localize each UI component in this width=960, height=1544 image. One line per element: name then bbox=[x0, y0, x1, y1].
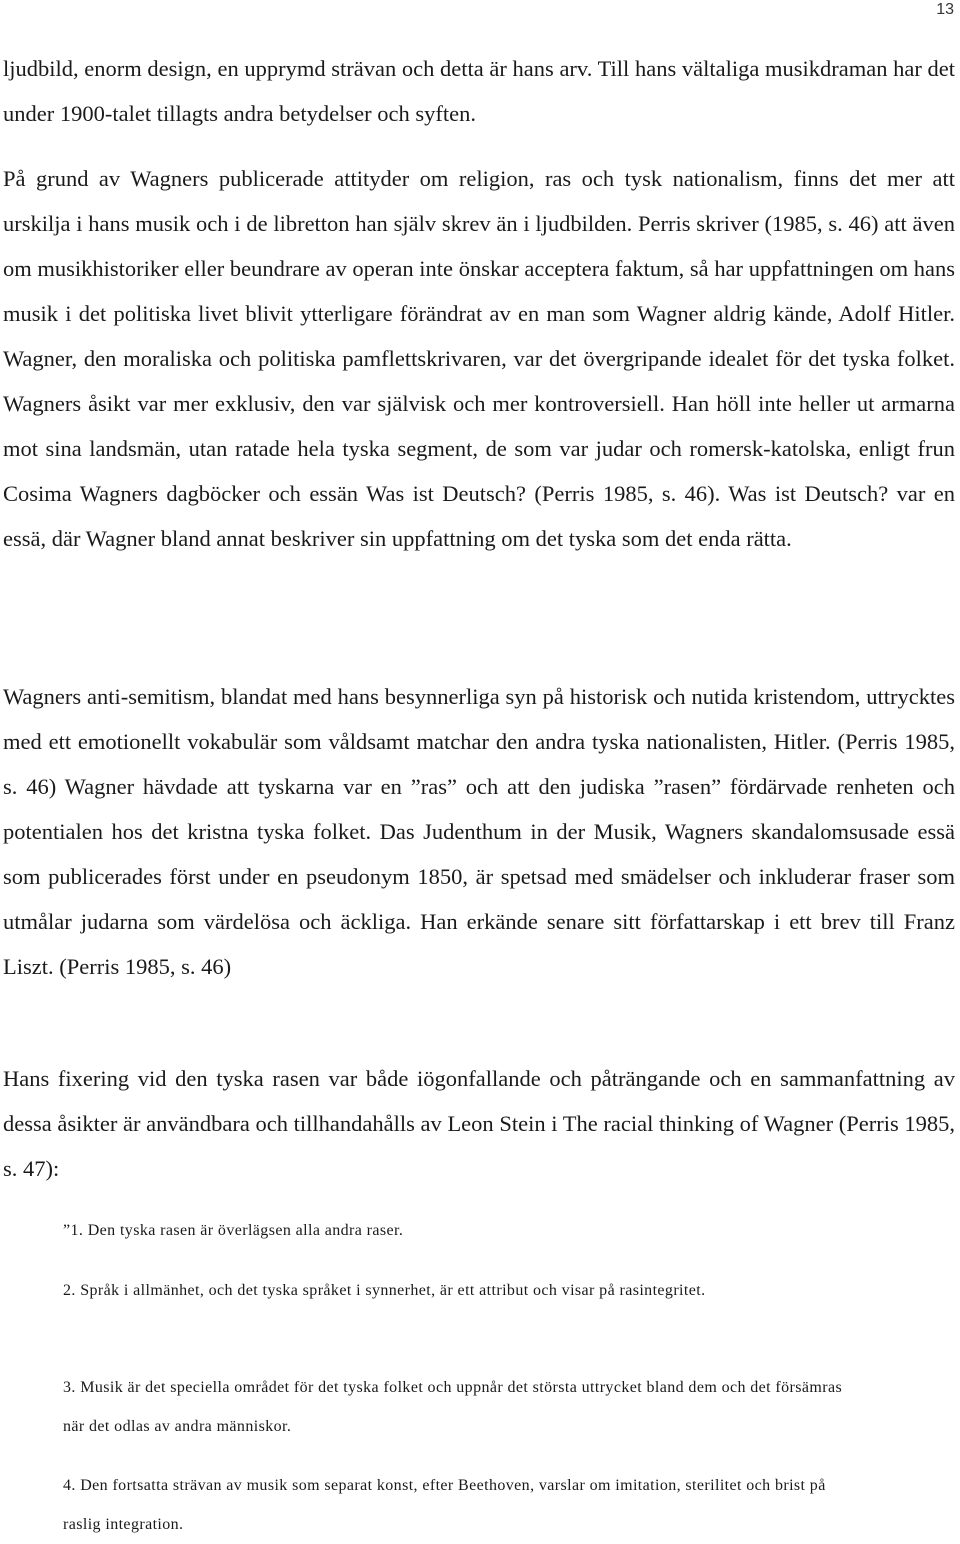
paragraph-4: Hans fixering vid den tyska rasen var både iögonfallande och påträngande och en sammanfattning av dessa åsikter är användbara och tillhandahålls av Leon Stein i The racial thinking of Wagner (Perris 1985, s. 47): bbox=[3, 1066, 955, 1181]
paragraph-3: Wagners anti-semitism, blandat med hans besynnerliga syn på historisk och nutida kristendom, uttrycktes med ett emotionellt vokabulär som våldsamt matchar den andra tyska nationalisten, Hitler. (Perris 1985, s. 46) Wagner hävdade att tyskarna var en ”ras” och att den judiska ”rasen” fördärvade renheten och potentialen hos det kristna tyska folket. Das Judenthum in der Musik, Wagners skandalomsusade essä som publicerades först under en pseudonym 1850, är spetsad med smädelser och inkluderar fraser som utmålar judarna som värdelösa och äckliga. Han erkände senare sitt författarskap i ett brev till Franz Liszt. (Perris 1985, s. 46) bbox=[3, 684, 955, 979]
paragraph-2: På grund av Wagners publicerade attityder om religion, ras och tysk nationalism, finns det mer att urskilja i hans musik och i de libretton han själv skrev än i ljudbilden. Perris skriver (1985, s. 46) att även om musikhistoriker eller beundrare av operan inte önskar acceptera faktum, så har uppfattningen om hans musik i det politiska livet blivit ytterligare förändrat av en man som Wagner aldrig kände, Adolf Hitler. Wagner, den moraliska och politiska pamflettskrivaren, var det övergripande idealet för det tyska folket. Wagners åsikt var mer exklusiv, den var självisk och mer kontroversiell. Han höll inte heller ut armarna mot sina landsmän, utan ratade hela tyska segment, de som var judar och romersk-katolska, enligt frun Cosima Wagners dagböcker och essän Was ist Deutsch? (Perris 1985, s. 46). Was ist Deutsch? var en essä, där Wagner bland annat beskriver sin uppfattning om det tyska som det enda rätta. bbox=[3, 166, 955, 551]
quote-list-item-1: ”1. Den tyska rasen är överlägsen alla andra raser. bbox=[63, 1222, 404, 1239]
paragraph-1: ljudbild, enorm design, en upprymd strävan och detta är hans arv. Till hans vältaliga musikdraman har det under 1900-talet tillagts andra betydelser och syften. bbox=[3, 56, 955, 126]
quote-list-item-3: 3. Musik är det speciella området för det tyska folket och uppnår det största uttrycket bland dem och det försämras när det odlas av andra människor. bbox=[63, 1379, 843, 1435]
quote-list-item-4: 4. Den fortsatta strävan av musik som separat konst, efter Beethoven, varslar om imitation, sterilitet och brist på raslig integration. bbox=[63, 1477, 826, 1533]
page-number: 13 bbox=[936, 1, 954, 18]
quote-list-item-2: 2. Språk i allmänhet, och det tyska språket i synnerhet, är ett attribut och visar på rasintegritet. bbox=[63, 1282, 706, 1299]
